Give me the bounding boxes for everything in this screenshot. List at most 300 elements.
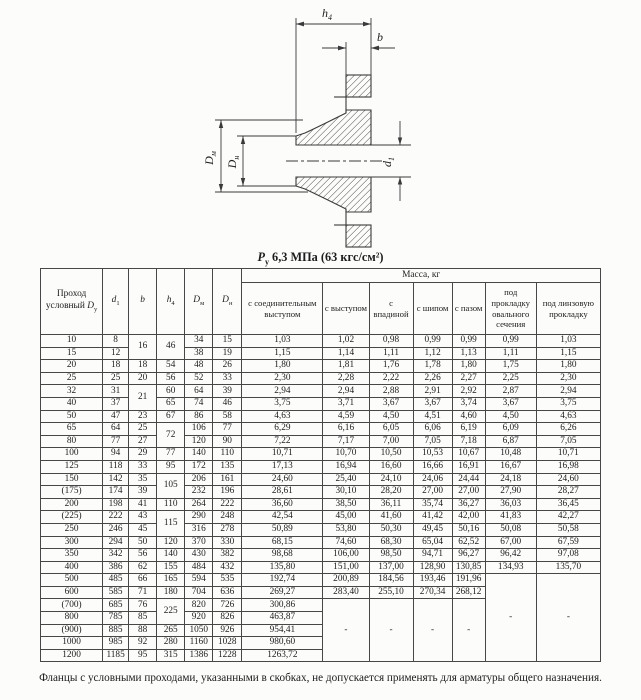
cell-value: 0,99 xyxy=(413,335,452,348)
cell-value: 1,03 xyxy=(536,335,600,348)
cell-value: 50,89 xyxy=(242,523,323,536)
table-row xyxy=(41,460,601,473)
cell-nominal-bore: 800 xyxy=(41,612,103,625)
cell-value: 196 xyxy=(213,486,242,499)
cell-value: 8 xyxy=(103,335,129,348)
cell-value: 27,00 xyxy=(452,486,485,499)
cell-value: 0,99 xyxy=(485,335,536,348)
cell-value: 56 xyxy=(129,549,157,562)
flange-rim-bottom-hatch xyxy=(346,225,371,247)
cell-value: 54 xyxy=(157,360,185,373)
cell-value: 6,19 xyxy=(452,423,485,436)
cell-value: 2,30 xyxy=(536,372,600,385)
cell-value: 24,60 xyxy=(242,473,323,486)
cell-value: 35,74 xyxy=(413,498,452,511)
cell-value: 290 xyxy=(185,511,213,524)
cell-value: 86 xyxy=(185,410,213,423)
cell-value: 926 xyxy=(213,624,242,637)
cell-value: 1,12 xyxy=(413,347,452,360)
cell-value: 585 xyxy=(103,586,129,599)
cell-value: 386 xyxy=(103,561,129,574)
cell-value: 2,28 xyxy=(323,372,369,385)
table-row xyxy=(41,397,601,410)
cell-value: 98,68 xyxy=(242,549,323,562)
cell-value: 36,11 xyxy=(369,498,413,511)
cell-value: 41,83 xyxy=(485,511,536,524)
cell-value: 17,13 xyxy=(242,460,323,473)
cell-value: 2,26 xyxy=(413,372,452,385)
cell-value: 28,27 xyxy=(536,486,600,499)
cell-value: 12 xyxy=(103,347,129,360)
mass-group-header: Масса, кг xyxy=(242,269,601,283)
cell-value: 39 xyxy=(213,385,242,398)
cell-value: 4,50 xyxy=(485,410,536,423)
cell-value: 222 xyxy=(213,498,242,511)
cell-nominal-bore: 40 xyxy=(41,397,103,410)
cell-value: 7,18 xyxy=(452,435,485,448)
cell-value: 24,44 xyxy=(452,473,485,486)
cell-value: 77 xyxy=(103,435,129,448)
cell-value: 135,80 xyxy=(242,561,323,574)
cell-value: 484 xyxy=(185,561,213,574)
cell-value: 36,45 xyxy=(536,498,600,511)
cell-value: 92 xyxy=(129,637,157,650)
cell-value: 62 xyxy=(129,561,157,574)
cell-value: 27 xyxy=(129,435,157,448)
table-row xyxy=(41,360,601,373)
cell-value: 820 xyxy=(185,599,213,612)
col-header-b: b xyxy=(129,269,157,335)
cell-value: 33 xyxy=(129,460,157,473)
flange-body-top-hatch xyxy=(296,110,371,145)
cell-value: 726 xyxy=(213,599,242,612)
cell-value: 1263,72 xyxy=(242,649,323,662)
cell-value: 184,56 xyxy=(369,574,413,587)
dim-label-Dn: $D_н$ xyxy=(225,155,241,169)
table-row xyxy=(41,448,601,461)
dim-label-b: b xyxy=(377,30,383,44)
cell-value: 45 xyxy=(129,523,157,536)
cell-value: 2,87 xyxy=(485,385,536,398)
cell-value: 225 xyxy=(157,599,185,624)
table-row xyxy=(41,523,601,536)
cell-value: 42,00 xyxy=(452,511,485,524)
cell-value: 142 xyxy=(103,473,129,486)
cell-value: 47 xyxy=(103,410,129,423)
cell-value: 76 xyxy=(129,599,157,612)
cell-value: 95 xyxy=(129,649,157,662)
cell-nominal-bore: (700) xyxy=(41,599,103,612)
cell-value: 636 xyxy=(213,586,242,599)
cell-value: 7,17 xyxy=(323,435,369,448)
cell-value: 1160 xyxy=(185,637,213,650)
cell-value: 1,14 xyxy=(323,347,369,360)
cell-value: 16 xyxy=(129,335,157,360)
cell-nominal-bore: 300 xyxy=(41,536,103,549)
cell-value: 2,94 xyxy=(323,385,369,398)
cell-value: 1,76 xyxy=(369,360,413,373)
flange-table-body xyxy=(41,335,601,662)
cell-value: 36,27 xyxy=(452,498,485,511)
cell-nominal-bore: 500 xyxy=(41,574,103,587)
flange-rim-top-hatch xyxy=(346,75,371,97)
cell-value: 38 xyxy=(185,347,213,360)
cell-value: 64 xyxy=(103,423,129,436)
cell-value: 24,18 xyxy=(485,473,536,486)
cell-value: 27,00 xyxy=(413,486,452,499)
cell-value: 41,60 xyxy=(369,511,413,524)
cell-value: 1050 xyxy=(185,624,213,637)
cell-value: 342 xyxy=(103,549,129,562)
cell-value: 3,67 xyxy=(485,397,536,410)
cell-value: - xyxy=(452,599,485,662)
cell-nominal-bore: 125 xyxy=(41,460,103,473)
cell-value: 58 xyxy=(213,410,242,423)
cell-value: 463,87 xyxy=(242,612,323,625)
cell-value: 264 xyxy=(185,498,213,511)
cell-value: 68,15 xyxy=(242,536,323,549)
cell-value: 6,29 xyxy=(242,423,323,436)
cell-value: 985 xyxy=(103,637,129,650)
cell-value: 316 xyxy=(185,523,213,536)
cell-value: 74,60 xyxy=(323,536,369,549)
cell-value: 25,40 xyxy=(323,473,369,486)
table-row xyxy=(41,486,601,499)
table-row xyxy=(41,347,601,360)
cell-value: 95 xyxy=(157,460,185,473)
cell-value: 10,70 xyxy=(323,448,369,461)
cell-nominal-bore: 250 xyxy=(41,523,103,536)
cell-value: 685 xyxy=(103,599,129,612)
table-row xyxy=(41,435,601,448)
cell-value: 16,66 xyxy=(413,460,452,473)
cell-value: 3,74 xyxy=(452,397,485,410)
cell-value: 18 xyxy=(103,360,129,373)
cell-value: 315 xyxy=(157,649,185,662)
cell-value: 29 xyxy=(129,448,157,461)
cell-value: 120 xyxy=(157,536,185,549)
cell-value: 151,00 xyxy=(323,561,369,574)
cell-value: 4,63 xyxy=(536,410,600,423)
cell-nominal-bore: (225) xyxy=(41,511,103,524)
cell-value: 10,71 xyxy=(242,448,323,461)
cell-value: 21 xyxy=(129,385,157,410)
cell-nominal-bore: 200 xyxy=(41,498,103,511)
cell-value: 3,75 xyxy=(536,397,600,410)
cell-value: 6,09 xyxy=(485,423,536,436)
cell-value: 1,78 xyxy=(413,360,452,373)
cell-value: 2,94 xyxy=(536,385,600,398)
table-row xyxy=(41,536,601,549)
cell-value: 278 xyxy=(213,523,242,536)
cell-value: 222 xyxy=(103,511,129,524)
cell-value: 232 xyxy=(185,486,213,499)
cell-nominal-bore: 25 xyxy=(41,372,103,385)
cell-value: 42,27 xyxy=(536,511,600,524)
cell-value: 24,60 xyxy=(536,473,600,486)
cell-value: 980,60 xyxy=(242,637,323,650)
cell-value: 120 xyxy=(185,435,213,448)
cell-value: 4,59 xyxy=(323,410,369,423)
cell-value: 6,87 xyxy=(485,435,536,448)
cell-value: 94 xyxy=(103,448,129,461)
cell-value: 7,22 xyxy=(242,435,323,448)
cell-value: 48 xyxy=(185,360,213,373)
technical-drawing xyxy=(0,0,641,250)
cell-value: 33 xyxy=(213,372,242,385)
cell-value: 74 xyxy=(185,397,213,410)
col-header-Dn: $D_н$ xyxy=(213,269,242,335)
cell-value: 27,90 xyxy=(485,486,536,499)
cell-value: 826 xyxy=(213,612,242,625)
cell-value: 37 xyxy=(103,397,129,410)
col-header-Dm: $D_м$ xyxy=(185,269,213,335)
table-row xyxy=(41,410,601,423)
cell-value: 45,00 xyxy=(323,511,369,524)
cell-value: 60 xyxy=(157,385,185,398)
cell-value: 785 xyxy=(103,612,129,625)
cell-value: 50,08 xyxy=(485,523,536,536)
cell-value: 16,67 xyxy=(485,460,536,473)
cell-value: 370 xyxy=(185,536,213,549)
cell-value: 64 xyxy=(185,385,213,398)
cell-value: 50 xyxy=(129,536,157,549)
cell-value: 130,85 xyxy=(452,561,485,574)
cell-value: 193,46 xyxy=(413,574,452,587)
cell-value: - xyxy=(536,574,600,662)
cell-value: 2,92 xyxy=(452,385,485,398)
cell-value: 110 xyxy=(157,498,185,511)
cell-value: 1,75 xyxy=(485,360,536,373)
cell-value: 24,06 xyxy=(413,473,452,486)
cell-value: 25 xyxy=(103,372,129,385)
cell-value: 330 xyxy=(213,536,242,549)
cell-value: 77 xyxy=(157,448,185,461)
table-row xyxy=(41,549,601,562)
cell-value: 382 xyxy=(213,549,242,562)
cell-value: 1,15 xyxy=(536,347,600,360)
cell-value: 19 xyxy=(213,347,242,360)
cell-value: 46 xyxy=(213,397,242,410)
cell-value: 10,67 xyxy=(452,448,485,461)
cell-value: 3,71 xyxy=(323,397,369,410)
cell-value: 535 xyxy=(213,574,242,587)
cell-value: - xyxy=(323,599,369,662)
dimension-arrowheads xyxy=(219,22,402,192)
cell-value: 50,30 xyxy=(369,523,413,536)
cell-nominal-bore: 10 xyxy=(41,335,103,348)
table-row xyxy=(41,561,601,574)
cell-value: 1,13 xyxy=(452,347,485,360)
cell-value: 1028 xyxy=(213,637,242,650)
cell-value: 96,27 xyxy=(452,549,485,562)
cell-value: 115 xyxy=(157,511,185,536)
cell-value: 41,42 xyxy=(413,511,452,524)
cell-value: 1,11 xyxy=(485,347,536,360)
cell-value: 2,22 xyxy=(369,372,413,385)
cell-value: 172 xyxy=(185,460,213,473)
cell-nominal-bore: 1000 xyxy=(41,637,103,650)
cell-value: 2,27 xyxy=(452,372,485,385)
table-row xyxy=(41,498,601,511)
cell-value: 294 xyxy=(103,536,129,549)
cell-value: 180 xyxy=(157,586,185,599)
cell-value: 41 xyxy=(129,498,157,511)
cell-value: 1228 xyxy=(213,649,242,662)
cell-value: 42,54 xyxy=(242,511,323,524)
cell-value: 270,34 xyxy=(413,586,452,599)
cell-value: 7,05 xyxy=(536,435,600,448)
cell-value: - xyxy=(413,599,452,662)
cell-value: 10,48 xyxy=(485,448,536,461)
cell-value: 105 xyxy=(157,473,185,498)
cell-value: 6,16 xyxy=(323,423,369,436)
cell-nominal-bore: 100 xyxy=(41,448,103,461)
cell-value: 2,30 xyxy=(242,372,323,385)
cell-value: 6,06 xyxy=(413,423,452,436)
cell-value: 246 xyxy=(103,523,129,536)
cell-value: 1,15 xyxy=(242,347,323,360)
cell-value: 137,00 xyxy=(369,561,413,574)
cell-value: - xyxy=(369,599,413,662)
cell-value: 1,11 xyxy=(369,347,413,360)
cell-value: 140 xyxy=(185,448,213,461)
cell-value: 67 xyxy=(157,410,185,423)
cell-value: 65 xyxy=(157,397,185,410)
cell-value: 38,50 xyxy=(323,498,369,511)
cell-value: 34 xyxy=(185,335,213,348)
cell-value: 39 xyxy=(129,486,157,499)
cell-value: 96,42 xyxy=(485,549,536,562)
cell-value: 430 xyxy=(185,549,213,562)
cell-value: 1,02 xyxy=(323,335,369,348)
table-row xyxy=(41,574,601,587)
cell-value: 134,93 xyxy=(485,561,536,574)
cell-value: 704 xyxy=(185,586,213,599)
cell-value: 68,30 xyxy=(369,536,413,549)
cell-value: 28,20 xyxy=(369,486,413,499)
cell-value: 248 xyxy=(213,511,242,524)
cell-value: 6,26 xyxy=(536,423,600,436)
pressure-symbol: P xyxy=(257,250,265,264)
cell-value: 4,51 xyxy=(413,410,452,423)
mass-header-oval-gasket: под прокладку овального сечения xyxy=(485,283,536,335)
cell-value: 0,99 xyxy=(452,335,485,348)
mass-header-groove: с пазом xyxy=(452,283,485,335)
cell-value: 16,60 xyxy=(369,460,413,473)
flange-body-bottom-hatch xyxy=(296,177,371,212)
mass-header-raised-face: с выступом xyxy=(323,283,369,335)
cell-value: 161 xyxy=(213,473,242,486)
cell-value: 25 xyxy=(129,423,157,436)
dim-label-d1: $d_1$ xyxy=(380,157,396,167)
cell-value: - xyxy=(485,574,536,662)
table-row xyxy=(41,473,601,486)
cell-value: 94,71 xyxy=(413,549,452,562)
cell-value: 165 xyxy=(157,574,185,587)
cell-value: 7,00 xyxy=(369,435,413,448)
cell-value: 200,89 xyxy=(323,574,369,587)
cell-value: 30,10 xyxy=(323,486,369,499)
table-row xyxy=(41,372,601,385)
cell-value: 16,91 xyxy=(452,460,485,473)
cell-value: 4,50 xyxy=(369,410,413,423)
table-row xyxy=(41,423,601,436)
cell-value: 77 xyxy=(213,423,242,436)
cell-value: 52 xyxy=(185,372,213,385)
cell-value: 36,60 xyxy=(242,498,323,511)
cell-nominal-bore: 32 xyxy=(41,385,103,398)
footnote: Фланцы с условными проходами, указанными в скобках, не допускается применять для арматуры общего назначения. xyxy=(39,672,602,684)
cell-value: 2,25 xyxy=(485,372,536,385)
cell-value: 28,61 xyxy=(242,486,323,499)
cell-value: 920 xyxy=(185,612,213,625)
cell-value: 6,05 xyxy=(369,423,413,436)
cell-value: 53,80 xyxy=(323,523,369,536)
cell-value: 885 xyxy=(103,624,129,637)
cell-value: 7,05 xyxy=(413,435,452,448)
cell-nominal-bore: (175) xyxy=(41,486,103,499)
cell-value: 1,03 xyxy=(242,335,323,348)
cell-value: 46 xyxy=(157,335,185,360)
flange-dimensions-table xyxy=(40,268,601,662)
table-row xyxy=(41,511,601,524)
cell-value: 192,74 xyxy=(242,574,323,587)
cell-value: 65,04 xyxy=(413,536,452,549)
cell-value: 3,67 xyxy=(369,397,413,410)
cell-value: 432 xyxy=(213,561,242,574)
cell-value: 1,80 xyxy=(536,360,600,373)
cell-value: 2,88 xyxy=(369,385,413,398)
cell-value: 280 xyxy=(157,637,185,650)
cell-value: 16,98 xyxy=(536,460,600,473)
cell-value: 56 xyxy=(157,372,185,385)
dim-label-h4: $h_4$ xyxy=(322,6,332,22)
dimension-lines xyxy=(215,18,411,201)
cell-value: 31 xyxy=(103,385,129,398)
cell-value: 90 xyxy=(213,435,242,448)
cell-value: 10,71 xyxy=(536,448,600,461)
cell-value: 135 xyxy=(213,460,242,473)
cell-value: 36,03 xyxy=(485,498,536,511)
cell-value: 20 xyxy=(129,372,157,385)
cell-value: 135,70 xyxy=(536,561,600,574)
cell-value: 1185 xyxy=(103,649,129,662)
cell-value: 2,94 xyxy=(242,385,323,398)
cell-value: 140 xyxy=(157,549,185,562)
cell-value: 255,10 xyxy=(369,586,413,599)
col-header-h4: $h_4$ xyxy=(157,269,185,335)
cell-nominal-bore: 150 xyxy=(41,473,103,486)
cell-value: 15 xyxy=(213,335,242,348)
cell-value: 62,52 xyxy=(452,536,485,549)
mass-header-lens-gasket: под линзовую прокладку xyxy=(536,283,600,335)
cell-value: 191,96 xyxy=(452,574,485,587)
cell-value: 4,63 xyxy=(242,410,323,423)
mass-header-joint-face: с соединительным выступом xyxy=(242,283,323,335)
cell-value: 0,98 xyxy=(369,335,413,348)
cell-value: 50,58 xyxy=(536,523,600,536)
cell-value: 155 xyxy=(157,561,185,574)
cell-value: 85 xyxy=(129,612,157,625)
pressure-caption: $P_у$ 6,3 МПа (63 кгс/см²) xyxy=(257,250,384,267)
cell-nominal-bore: 20 xyxy=(41,360,103,373)
cell-value: 1,81 xyxy=(323,360,369,373)
cell-value: 97,08 xyxy=(536,549,600,562)
cell-value: 954,41 xyxy=(242,624,323,637)
cell-value: 24,10 xyxy=(369,473,413,486)
cell-value: 66 xyxy=(129,574,157,587)
